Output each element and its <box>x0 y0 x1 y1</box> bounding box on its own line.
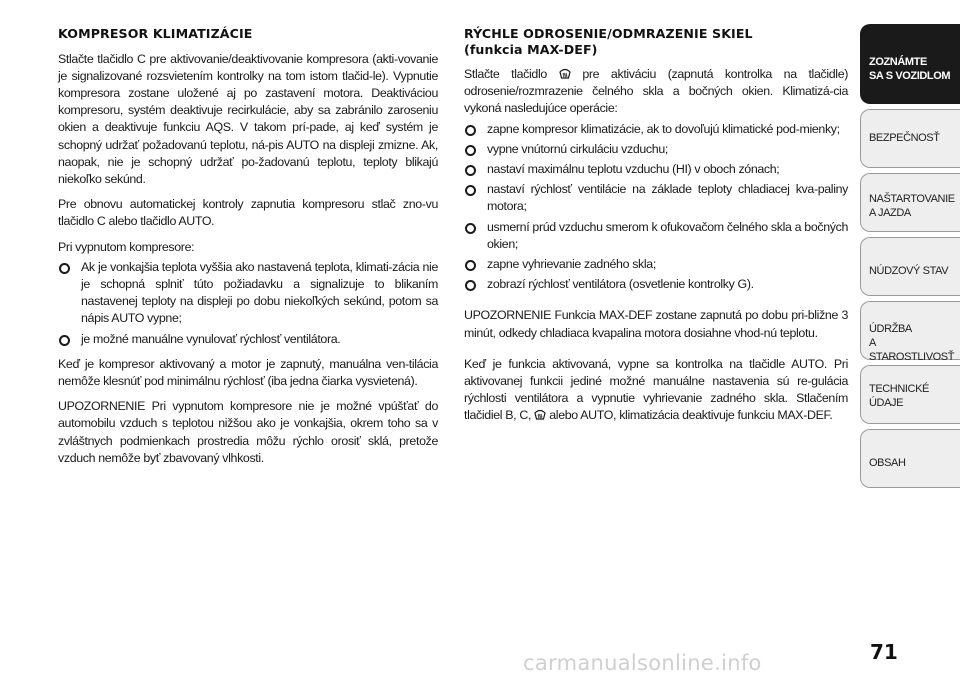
list-item: vypne vnútornú cirkuláciu vzduchu; <box>464 141 848 158</box>
paragraph: UPOZORNENIE Pri vypnutom kompresore nie je možné vpúšťať do automobilu vzduch s teplotou nižšou ako je vonkajšia, okrem toho sa v zvláštnych podmienkach prostredia môžu rýchlo orosiť sklá, pretože vzduch nemôže byť zbavovaný vlhkosti. <box>58 399 438 465</box>
paragraph: UPOZORNENIE Funkcia MAX-DEF zostane zapnutá po dobu pri-bližne 3 minút, odkedy chladiaca kvapalina motora dosiahne vhod-nú teplotu. <box>464 308 848 340</box>
paragraph: Pri vypnutom kompresore: <box>58 239 195 254</box>
heading-line: (funkcia MAX-DEF) <box>464 41 598 57</box>
list-item: usmerní prúd vzduchu smerom k ofukovačom čelného skla a bočných okien; <box>464 219 848 253</box>
paragraph <box>464 66 848 118</box>
list-item: Ak je vonkajšia teplota vyššia ako nastavená teplota, klimati-zácia nie je schopná splniť túto požiadavku a signalizuje to blikaním nastavenej teploty na displeji po dobu niekoľkých sekúnd, potom sa nápis AUTO vypne; <box>58 259 438 328</box>
list-item: zapne kompresor klimatizácie, ak to dovoľujú klimatické pod-mienky; <box>464 121 848 138</box>
right-column <box>464 26 848 433</box>
bullet-list <box>58 259 438 348</box>
left-column <box>58 26 438 475</box>
text: Stlačte tlačidlo <box>464 67 547 81</box>
list-item: zapne vyhrievanie zadného skla; <box>464 256 848 273</box>
bullet-list <box>464 121 848 294</box>
list-item: nastaví rýchlosť ventilácie na základe teploty chladiacej kva-paliny motora; <box>464 181 848 215</box>
tab-zoznamte-sa[interactable]: ZOZNÁMTE SA S VOZIDLOM <box>860 24 960 104</box>
watermark: carmanualsonline.info <box>523 651 762 675</box>
tab-nastartovanie[interactable]: NAŠTARTOVANIE A JAZDA <box>860 173 960 232</box>
windshield-defrost-icon <box>559 68 571 79</box>
tab-technicke-udaje[interactable]: TECHNICKÉ ÚDAJE <box>860 365 960 424</box>
tab-obsah[interactable]: OBSAH <box>860 429 960 488</box>
chapter-tabs <box>860 24 960 493</box>
list-item: zobrazí rýchlosť ventilátora (osvetlenie kontrolky G). <box>464 276 848 293</box>
section-heading-maxdef <box>464 26 848 57</box>
list-item: je možné manuálne vynulovať rýchlosť ventilátora. <box>58 331 438 348</box>
tab-udrzba[interactable]: ÚDRŽBA A STAROSTLIVOSŤ <box>860 301 960 360</box>
heading-line: RÝCHLE ODROSENIE/ODMRAZENIE SKIEL <box>464 26 753 41</box>
tab-bezpecnost[interactable]: BEZPEČNOSŤ <box>860 109 960 168</box>
tab-nudzovy-stav[interactable]: NÚDZOVÝ STAV <box>860 237 960 296</box>
list-item: nastaví maximálnu teplotu vzduchu (HI) v oboch zónach; <box>464 161 848 178</box>
text: Stlačením tlačidiel B, C, <box>464 391 849 423</box>
text: pre aktiváciu (zapnutá kontrolka na tlačidle) odrosenie/rozmrazenie čelného skla a bočných okien. Klimatizá-cia vykoná nasledujúce operácie: <box>464 67 849 116</box>
text: Keď je funkcia aktivovaná, vypne sa kontrolka na tlačidle AUTO. Pri aktivovanej funkcii jediné možné manuálne nastavenia sú re-gulácia rýchlosti ventilátora a vypnutie vyhrievanie zadného skla. <box>464 356 848 406</box>
page-number: 71 <box>870 640 898 664</box>
section-heading-compressor: KOMPRESOR KLIMATIZÁCIE <box>58 26 253 41</box>
text: alebo AUTO, klimatizácia deaktivuje funkciu MAX-DEF. <box>549 408 833 423</box>
windshield-defrost-icon <box>534 409 546 420</box>
paragraph: Keď je kompresor aktivovaný a motor je zapnutý, manuálna ven-tilácia nemôže klesnúť pod minimálnu rýchlosť (iba jedna čiarka vysvietená). <box>58 356 438 388</box>
paragraph: Pre obnovu automatickej kontroly zapnutia kompresoru stlač zno-vu tlačidlo C alebo tlačidlo AUTO. <box>58 197 438 229</box>
paragraph <box>464 356 848 425</box>
paragraph: Stlačte tlačidlo C pre aktivovanie/deaktivovanie kompresora (akti-vovanie je signalizované rozsvietením kontrolky na tom istom tlačid-le). Vypnutie kompresora zostane uložené aj po zastavení motora. Deaktiváciou kompresoru, systém deaktivuje recirkulácie, aby sa zabránilo zaroseniu okien a deaktivuje funkciu AQS. V takom prí-pade, aj keď systém je schopný udržať požadovanú teplotu, ná-pis AUTO na displeji zmizne. Ak, naopak, nie je schopný udržať po-žadovanú teplotu, teploty blikajú niekoľko sekúnd. <box>58 51 438 186</box>
